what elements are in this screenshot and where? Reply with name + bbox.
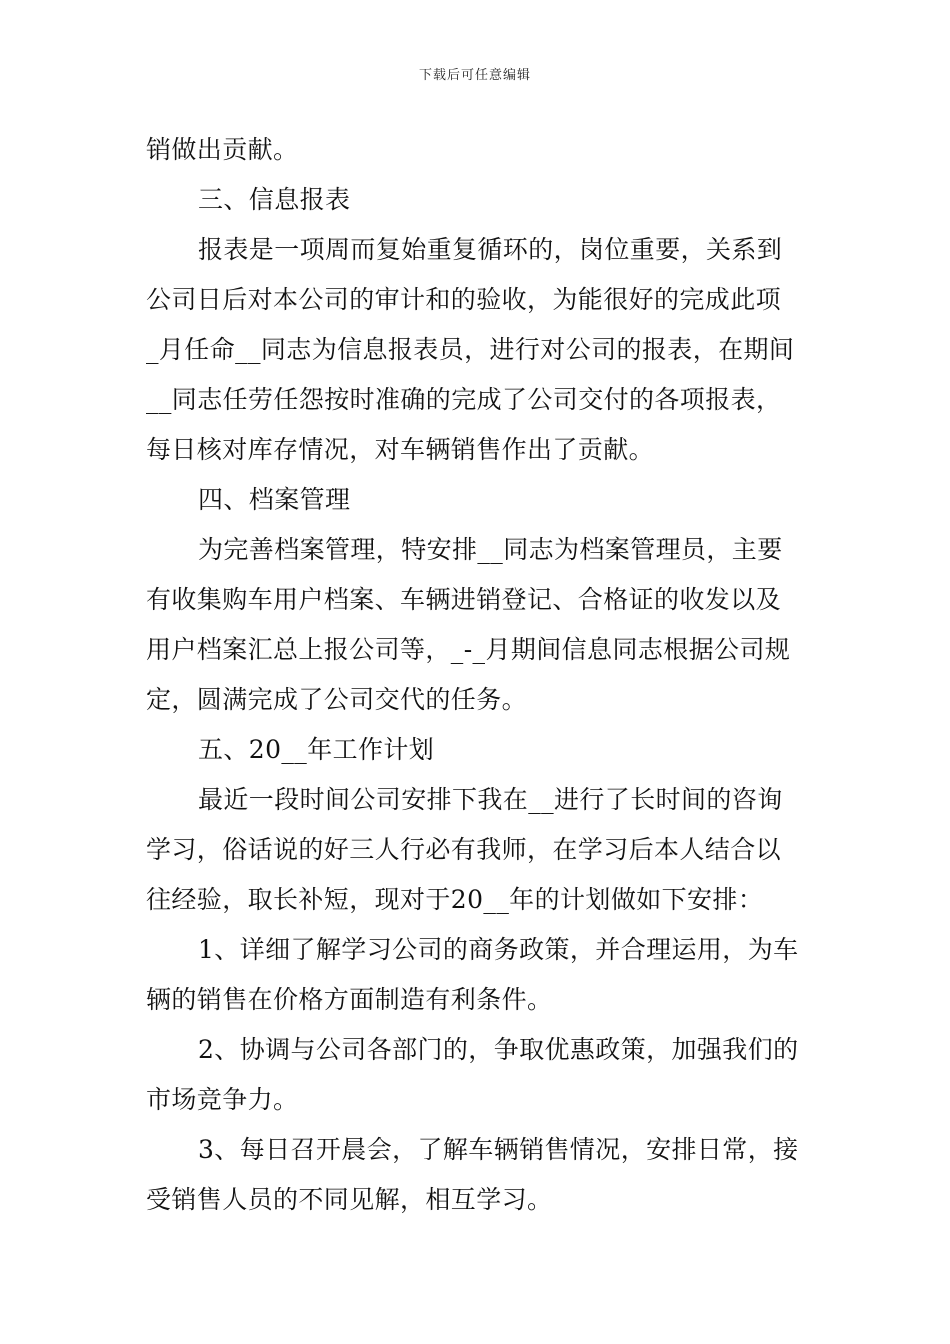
text-line: 每日核对库存情况，对车辆销售作出了贡献。 [146, 435, 655, 464]
text-line: 报表是一项周而复始重复循环的，岗位重要，关系到 [198, 235, 783, 264]
text-line: 公司日后对本公司的审计和的验收，为能很好的完成此项 [146, 285, 782, 314]
text-line: 辆的销售在价格方面制造有利条件。 [146, 985, 553, 1014]
list-item: 2、协调与公司各部门的，争取优惠政策，加强我们的 [198, 1035, 799, 1064]
list-item: 1、详细了解学习公司的商务政策，并合理运用，为车 [198, 935, 799, 964]
document-body [146, 125, 808, 1225]
page-header: 下载后可任意编辑 [418, 68, 531, 83]
text-line: 受销售人员的不同见解，相互学习。 [146, 1185, 553, 1214]
text-line: 定，圆满完成了公司交代的任务。 [146, 685, 528, 714]
text-line: _月任命__同志为信息报表员，进行对公司的报表，在期间 [146, 335, 795, 364]
text-line: 用户档案汇总上报公司等，_-_月期间信息同志根据公司规 [146, 635, 791, 664]
text-line: 为完善档案管理，特安排__同志为档案管理员，主要 [198, 535, 783, 564]
text-line: 市场竞争力。 [146, 1085, 299, 1114]
text-line: 学习，俗话说的好三人行必有我师，在学习后本人结合以 [146, 835, 782, 864]
text-line: 最近一段时间公司安排下我在__进行了长时间的咨询 [198, 785, 783, 814]
section-heading: 四、档案管理 [198, 485, 351, 514]
text-line: 往经验，取长补短，现对于20__年的计划做如下安排： [146, 885, 764, 914]
text-line: 有收集购车用户档案、车辆进销登记、合格证的收发以及 [146, 585, 782, 614]
section-heading: 五、20__年工作计划 [198, 735, 435, 764]
list-item: 3、每日召开晨会，了解车辆销售情况，安排日常，接 [198, 1135, 799, 1164]
text-line: __同志任劳任怨按时准确的完成了公司交付的各项报表， [146, 385, 782, 414]
section-heading: 三、信息报表 [198, 185, 351, 214]
text-line: 销做出贡献。 [146, 135, 299, 164]
